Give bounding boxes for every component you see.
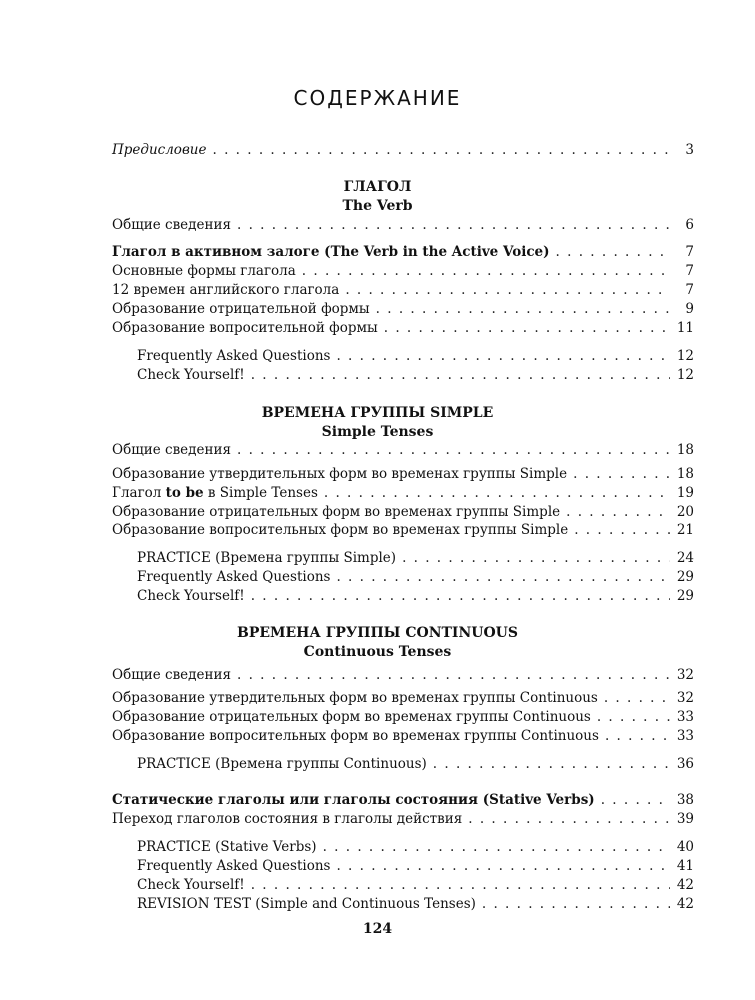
label-part-bold: to be (165, 485, 204, 501)
toc-entry[interactable] (137, 876, 694, 895)
toc-entry[interactable] (112, 666, 694, 685)
toc-entry[interactable] (112, 243, 694, 262)
toc-entry-page: 12 (676, 348, 694, 364)
toc-entry-label: Check Yourself! (137, 877, 245, 893)
dot-leader (324, 484, 670, 503)
toc-entry[interactable] (112, 791, 694, 810)
toc-entry-page: 39 (676, 811, 694, 827)
toc-entry[interactable] (112, 216, 694, 235)
dot-leader (574, 521, 670, 540)
dot-leader (566, 503, 670, 522)
toc-entry[interactable] (137, 755, 694, 774)
label-part: в Simple Tenses (203, 485, 318, 501)
toc-entry-label: Образование отрицательных форм во временах группы Continuous (112, 709, 591, 725)
toc-entry-label: Образование утвердительных форм во временах группы Simple (112, 466, 568, 482)
toc-entry-preface[interactable] (112, 141, 694, 160)
toc-entry-page: 40 (676, 839, 694, 855)
toc-entry-label: Образование отрицательных форм во временах группы Simple (112, 504, 561, 520)
toc-entry-page: 6 (685, 217, 694, 233)
toc-entry-page: 24 (676, 550, 694, 566)
dot-leader (323, 838, 670, 857)
toc-entry-page: 32 (676, 690, 694, 706)
dot-leader (237, 216, 670, 235)
page-number: 124 (362, 921, 393, 937)
toc-entry[interactable] (112, 689, 694, 708)
toc-entry-label: Образование вопросительной формы (112, 320, 378, 336)
toc-entry-label (112, 484, 318, 503)
toc-entry-label: Образование вопросительных форм во временах группы Simple (112, 522, 569, 538)
dot-leader (302, 262, 670, 281)
toc-entry-label: PRACTICE (Времена группы Simple) (137, 550, 397, 566)
dot-leader (212, 141, 670, 160)
dot-leader (237, 441, 670, 460)
toc-entry-page: 18 (676, 466, 694, 482)
toc-entry-page: 18 (676, 442, 694, 458)
dot-leader (573, 465, 670, 484)
section-heading-en: Continuous Tenses (303, 644, 452, 660)
toc-entry-page: 20 (676, 504, 694, 520)
dot-leader (605, 727, 670, 746)
toc-entry[interactable] (112, 727, 694, 746)
toc-entry-label: Образование отрицательной формы (112, 301, 370, 317)
toc-entry[interactable] (112, 281, 694, 300)
toc-entry[interactable] (112, 708, 694, 727)
toc-entry-label: REVISION TEST (Simple and Continuous Tenses) (137, 896, 476, 912)
section-heading-ru: ВРЕМЕНА ГРУППЫ CONTINUOUS (236, 625, 519, 641)
dot-leader (601, 791, 670, 810)
toc-entry-page: 19 (676, 485, 694, 501)
toc-entry-page: 11 (676, 320, 694, 336)
dot-leader (468, 810, 670, 829)
toc-entry-label: Предисловие (112, 142, 207, 158)
toc-entry-page: 7 (685, 282, 694, 298)
toc-entry[interactable] (137, 366, 694, 385)
label-part: Глагол (112, 485, 166, 501)
toc-entry-label: Статические глаголы или глаголы состояния (Stative Verbs) (112, 792, 595, 808)
dot-leader (336, 347, 670, 366)
toc-entry-label: Основные формы глагола (112, 263, 296, 279)
toc-entry-label: 12 времен английского глагола (112, 282, 340, 298)
toc-entry-label: Frequently Asked Questions (137, 569, 331, 585)
toc-entry[interactable] (137, 549, 694, 568)
toc-entry-label: Образование утвердительных форм во временах группы Continuous (112, 690, 598, 706)
toc-entry[interactable] (112, 262, 694, 281)
toc-entry-page: 3 (685, 142, 694, 158)
dot-leader (604, 689, 670, 708)
toc-entry-page: 33 (676, 728, 694, 744)
toc-entry[interactable] (112, 810, 694, 829)
dot-leader (336, 568, 670, 587)
toc-entry-page: 38 (676, 792, 694, 808)
toc-entry-label: Frequently Asked Questions (137, 858, 331, 874)
toc-entry-label: Check Yourself! (137, 588, 245, 604)
dot-leader (597, 708, 670, 727)
toc-entry[interactable] (137, 857, 694, 876)
toc-entry[interactable] (137, 568, 694, 587)
toc-entry-page: 29 (676, 588, 694, 604)
dot-leader (556, 243, 670, 262)
toc-entry-page: 36 (676, 756, 694, 772)
toc-entry-page: 21 (676, 522, 694, 538)
toc-entry[interactable] (112, 503, 694, 522)
toc-entry-page: 32 (676, 667, 694, 683)
toc-entry-page: 42 (676, 896, 694, 912)
dot-leader (251, 587, 670, 606)
dot-leader (402, 549, 670, 568)
dot-leader (384, 319, 670, 338)
toc-entry-label: Frequently Asked Questions (137, 348, 331, 364)
toc-entry[interactable] (137, 895, 694, 914)
toc-entry[interactable] (112, 319, 694, 338)
toc-entry[interactable] (137, 587, 694, 606)
dot-leader (251, 876, 670, 895)
toc-entry[interactable] (112, 484, 694, 503)
dot-leader (336, 857, 670, 876)
toc-entry-label: Общие сведения (112, 217, 231, 233)
toc-entry-page: 33 (676, 709, 694, 725)
toc-entry[interactable] (112, 300, 694, 319)
toc-entry-page: 7 (685, 244, 694, 260)
toc-entry-label: Общие сведения (112, 442, 231, 458)
section-heading-en: The Verb (342, 198, 413, 214)
toc-entry-page: 29 (676, 569, 694, 585)
toc-entry[interactable] (137, 838, 694, 857)
toc-entry-label: Глагол в активном залоге (The Verb in the Active Voice) (112, 244, 550, 260)
dot-leader (433, 755, 670, 774)
toc-entry-page: 12 (676, 367, 694, 383)
section-heading-ru: ГЛАГОЛ (343, 179, 412, 195)
toc-entry-label: PRACTICE (Stative Verbs) (137, 839, 317, 855)
toc-entry-page: 9 (685, 301, 694, 317)
toc-entry-label: Переход глаголов состояния в глаголы действия (112, 811, 463, 827)
toc-entry-page: 41 (676, 858, 694, 874)
toc-entry-label: Образование вопросительных форм во временах группы Continuous (112, 728, 599, 744)
toc-entry-label: PRACTICE (Времена группы Continuous) (137, 756, 427, 772)
dot-leader (376, 300, 670, 319)
dot-leader (251, 366, 670, 385)
toc-entry[interactable] (112, 465, 694, 484)
toc-entry-label: Общие сведения (112, 667, 231, 683)
section-heading-ru: ВРЕМЕНА ГРУППЫ SIMPLE (261, 405, 494, 421)
toc-entry[interactable] (112, 441, 694, 460)
toc-entry-label: Check Yourself! (137, 367, 245, 383)
toc-entry-page: 7 (685, 263, 694, 279)
dot-leader (237, 666, 670, 685)
toc-entry[interactable] (137, 347, 694, 366)
toc-entry[interactable] (112, 521, 694, 540)
section-heading-en: Simple Tenses (321, 424, 434, 440)
page-title: СОДЕРЖАНИЕ (293, 86, 462, 110)
dot-leader (345, 281, 670, 300)
dot-leader (482, 895, 670, 914)
toc-entry-page: 42 (676, 877, 694, 893)
